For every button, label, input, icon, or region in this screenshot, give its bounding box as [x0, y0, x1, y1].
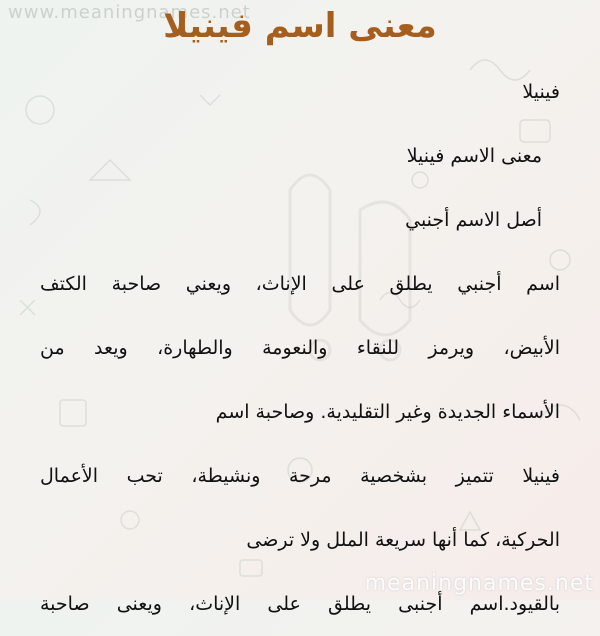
paragraph-line-2: الأبيض، ويرمز للنقاء والنعومة والطهارة، ويعد من	[40, 337, 560, 359]
name-line: فينيلا	[522, 81, 560, 103]
paragraph-line-5: الحركية، كما أنها سريعة الملل ولا ترضى	[246, 529, 560, 551]
watermark-top: www.meaningnames.net	[8, 2, 251, 23]
watermark-bottom: meaningnames.net	[364, 571, 594, 596]
meaning-line: معنى الاسم فينيلا	[406, 145, 542, 167]
page-title: معنى اسم فينيلا	[163, 6, 437, 46]
article-content	[40, 60, 560, 636]
paragraph-line-3: الأسماء الجديدة وغير التقليدية. وصاحبة اسم	[215, 401, 560, 423]
paragraph-line-1: اسم أجنبي يطلق على الإناث، ويعني صاحبة الكتف	[40, 273, 560, 295]
paragraph-line-4: فينيلا تتميز بشخصية مرحة ونشيطة، تحب الأعمال	[40, 465, 560, 487]
paragraph-line-6: بالقيود.اسم أجنبى يطلق على الإناث، ويعنى صاحبة	[40, 593, 560, 615]
origin-line: أصل الاسم أجنبي	[405, 209, 542, 231]
